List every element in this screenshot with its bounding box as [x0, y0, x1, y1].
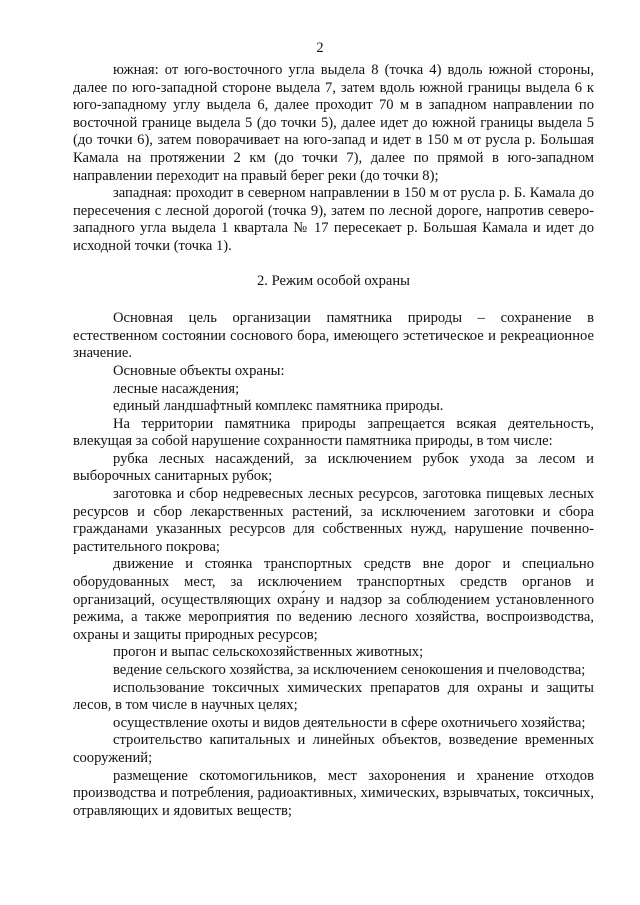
prohibited-item: движение и стоянка транспортных средств вне дорог и специально оборудованных мест, за исключением транспортных средств органов и организаций, осуществляющих охра́ну и надзор за соблюдением установленного режима, а также мероприятия по ведению лесного хозяйства, воспроизводства, охраны и защиты природных ресурсов; [73, 556, 594, 643]
document-body [73, 62, 594, 820]
spacer [73, 290, 594, 310]
boundary-west-paragraph: западная: проходит в северном направлении в 150 м от русла р. Б. Камала до пересечения с лесной дорогой (точка 9), затем по лесной дороге, напротив северо-западного угла выдела 1 квартала № 17 пересекает р. Большая Камала и идет до исходной точки (точка 1). [73, 185, 594, 254]
purpose-paragraph: Основная цель организации памятника природы – сохранение в естественном состоянии соснового бора, имеющего эстетическое и рекреационное значение. [73, 310, 594, 362]
prohibited-item: ведение сельского хозяйства, за исключением сенокошения и пчеловодства; [113, 662, 586, 678]
objects-item: лесные насаждения; [113, 380, 240, 397]
objects-title: Основные объекты охраны: [113, 362, 285, 379]
prohibited-intro-paragraph: На территории памятника природы запрещается всякая деятельность, влекущая за собой нарушение сохранности памятника природы, в том числе: [73, 415, 594, 450]
page-number: 2 [316, 40, 324, 56]
prohibited-item: рубка лесных насаждений, за исключением рубок ухода за лесом и выборочных санитарных рубок; [73, 450, 594, 485]
objects-item: единый ландшафтный комплекс памятника природы. [113, 398, 444, 415]
boundary-south-paragraph: южная: от юго-восточного угла выдела 8 (точка 4) вдоль южной стороны, далее по юго-западной стороне выдела 7, затем вдоль южной границы выдела 6 к юго-западному углу выдела 6, далее проходит 70 м в западном направлении по восточной границе выдела 5 (до точки 5), далее идет до южной границы выдела 5 (до точки 6), затем поворачивает на юго-запад и идет в 150 м от русла р. Большая Камала на протяжении 2 км (до точки 7), далее по прямой в юго-западном направлении переходит на правый берег реки (до точки 8); [73, 62, 594, 184]
prohibited-item: заготовка и сбор недревесных лесных ресурсов, заготовка пищевых лесных ресурсов и сбор лекарственных растений, за исключением заготовки и сбора гражданами указанных ресурсов для собственных нужд, нарушение почвенно-растительного покрова; [73, 486, 594, 555]
prohibited-item: прогон и выпас сельскохозяйственных животных; [113, 644, 424, 661]
prohibited-item: строительство капитальных и линейных объектов, возведение временных сооружений; [73, 732, 594, 766]
section-heading: 2. Режим особой охраны [256, 272, 410, 289]
prohibited-item: осуществление охоты и видов деятельности в сфере охотничьего хозяйства; [113, 714, 586, 731]
spacer [73, 256, 594, 273]
prohibited-item: размещение скотомогильников, мест захоронения и хранение отходов производства и потребления, радиоактивных, химических, взрывчатых, токсичных, отравляющих и ядовитых веществ; [73, 767, 594, 819]
prohibited-item: использование токсичных химических препаратов для охраны и защиты лесов, в том числе в научных целях; [73, 679, 594, 714]
